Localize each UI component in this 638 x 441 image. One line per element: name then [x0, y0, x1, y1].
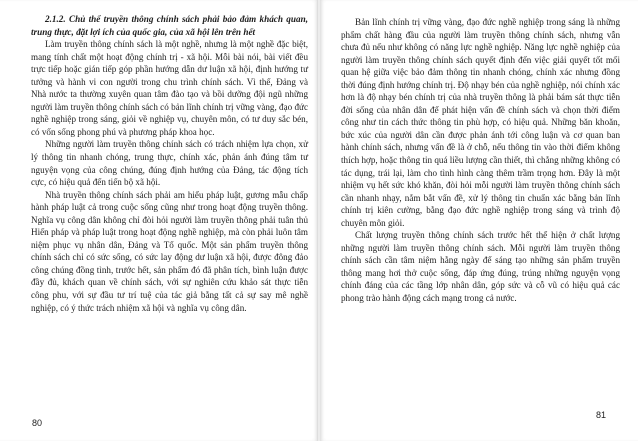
page-number-left: 80 — [32, 418, 43, 428]
left-paragraph-2: Những người làm truyền thông chính sách có trách nhiệm lựa chọn, xử lý thông tin nhanh chóng, trung thực, chính xác, phản ánh đúng tâm tư nguyện vọng của công chúng, đúng định hướng của Đảng, tác động tích cực, có hiệu quả đến tiến bộ xã hội. — [31, 139, 308, 188]
right-paragraph-1: Bản lĩnh chính trị vững vàng, đạo đức nghề nghiệp trong sáng là những phẩm chất hàng đầu của người làm truyền thông chính sách, nhưng vẫn chưa đủ nếu như không có năng lực nghề nghiệp. Năng lực nghề nghiệp của người làm truyền thông chính sách quyết định đến việc giải quyết tốt mối quan hệ giữa việc bảo đảm thông tin nhanh chóng, chính xác nhưng đồng thời đúng định hướng chính trị. Độ nhạy bén của nghề nghiệp, nói chính xác hơn là độ nhạy bén chính trị của nhà truyền thông là phải bám sát thực tiễn đời sống của nhân dân để phát hiện vấn đề chính sách và chọn thời điểm công như tin cách thức thông tin phù hợp, có hiệu quả. Những băn khoăn, bức xúc của người dân cần được phản ánh tới công luận và cơ quan ban hành chính sách, nhưng vấn đề là ở chỗ, nếu thông tin vào thời điểm không thích hợp, hoặc thông tin quá liều lượng cần thiết, thì chẳng những không có tác dụng, trái lại, làm cho tình hình càng thêm trầm trọng hơn. Đây là một nhiệm vụ hết sức khó khăn, đòi hỏi mỗi người làm truyền thông chính sách cần nhanh nhạy, nắm bắt vấn đề, xử lý thông tin chuẩn xác bằng bản lĩnh chính trị kiên cường, bằng đạo đức nghề nghiệp trong sáng và trình độ chuyên môn giỏi. — [341, 17, 620, 228]
left-page-text — [31, 13, 308, 314]
left-page — [0, 0, 318, 441]
section-heading: 2.1.2. Chủ thể truyền thông chính sách phải bảo đảm khách quan, trung thực, đặt lợi ích của quốc gia, của xã hội lên trên hết — [31, 14, 308, 37]
left-paragraph-3: Nhà truyền thông chính sách phải am hiểu pháp luật, gương mẫu chấp hành pháp luật cả trong cuộc sống cũng như trong hoạt động truyền thông. Nghĩa vụ công dân không chỉ đòi hỏi người làm truyền thông phải tuân thủ Hiến pháp và pháp luật trong hoạt động nghề nghiệp, mà còn phải luôn tâm niệm phục vụ nhân dân, Đảng và Tổ quốc. Một sản phẩm truyền thông chính sách chỉ có sức sống, có sức lay động dư luận xã hội, được đông đảo công chúng đồng tình, trước hết, sản phẩm đó đã phân tích, bình luận được đầy đủ, khách quan về chính sách, với sự nghiên cứu khảo sát thực tiễn công phu, với sự đầu tư trí tuệ của tác giả bằng tất cả sự say mê nghề nghiệp, có ý thức trách nhiệm xã hội và nghĩa vụ công dân. — [31, 189, 308, 313]
right-page — [320, 0, 638, 441]
left-paragraph-1: Làm truyền thông chính sách là một nghề, nhưng là một nghề đặc biệt, mang tính chất một hoạt động chính trị - xã hội. Mỗi bài nói, bài viết đều trực tiếp hoặc gián tiếp góp phần hướng dẫn dư luận xã hội, định hướng tư tưởng và hành vi con người trong chu trình chính sách. Vì thế, Đảng và Nhà nước ta thường xuyên quan tâm đào tạo và bồi dưỡng đội ngũ những người làm truyền thông chính sách có bản lĩnh chính trị vững vàng, đạo đức nghề nghiệp trong sáng, giỏi về nghiệp vụ, chuyên môn, có tư duy sắc bén, có vốn sống phong phú và phương pháp khoa học. — [31, 39, 308, 137]
right-page-text — [341, 16, 620, 305]
page-number-right: 81 — [596, 410, 607, 420]
right-paragraph-2: Chất lượng truyền thông chính sách trước hết thể hiện ở chất lượng những người làm truyền thông chính sách. Mỗi người làm truyền thông chính sách cần tâm niệm hằng ngày để sáng tạo những sản phẩm truyền thông mang hơi thở cuộc sống, đáp ứng đúng, trúng những nguyện vọng chính đáng của các tầng lớp nhân dân, góp sức và cỗ vũ có hiệu quả các phong trào hành động cách mạng trong cả nước. — [341, 230, 620, 304]
